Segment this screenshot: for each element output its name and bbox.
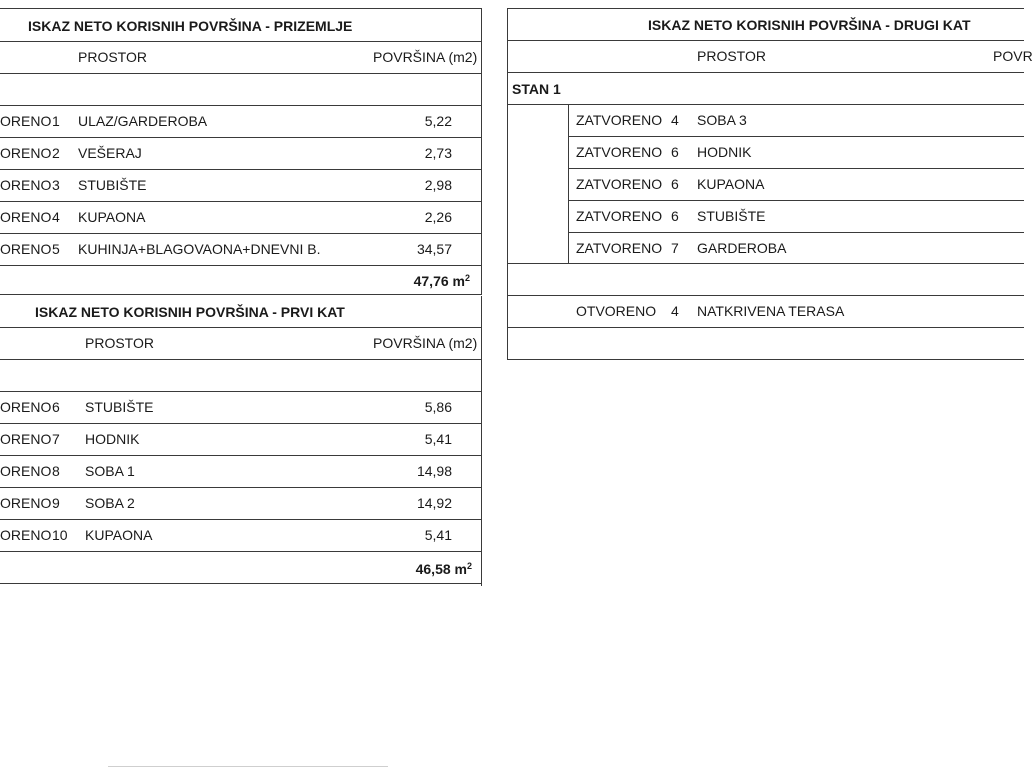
divider	[481, 296, 482, 586]
divider	[568, 232, 1024, 233]
row-area: 5,41	[424, 431, 452, 447]
row-number: 10	[52, 527, 68, 543]
row-name: KUPAONA	[697, 176, 765, 192]
row-number: 6	[671, 208, 679, 224]
divider	[507, 263, 1024, 264]
divider	[0, 359, 482, 360]
divider	[507, 327, 1024, 328]
row-area: 14,98	[416, 463, 452, 479]
row-number: 6	[671, 176, 679, 192]
divider	[0, 391, 482, 392]
table-title: ISKAZ NETO KORISNIH POVRŠINA - PRVI KAT	[35, 304, 345, 320]
row-status: OTVORENO	[576, 303, 657, 319]
row-number: 3	[52, 177, 60, 193]
row-status: ORENO	[0, 177, 52, 193]
divider	[0, 137, 482, 138]
divider	[568, 104, 569, 264]
row-status: ORENO	[0, 495, 52, 511]
row-number: 7	[52, 431, 60, 447]
column-header-prostor: PROSTOR	[85, 335, 154, 351]
row-status: ZATVORENO	[576, 176, 663, 192]
row-number: 7	[671, 240, 679, 256]
divider	[0, 73, 482, 74]
column-header-povrsina: POVRŠINA (m2)	[373, 335, 478, 351]
divider	[507, 359, 1024, 360]
row-area: 2,26	[424, 209, 452, 225]
row-area: 2,73	[424, 145, 452, 161]
divider	[0, 455, 482, 456]
divider	[0, 8, 482, 9]
column-header-povrsina: POVRŠINA (m2)	[373, 49, 478, 65]
row-status: ORENO	[0, 209, 52, 225]
divider	[0, 551, 482, 552]
divider	[507, 8, 1024, 9]
row-status: ORENO	[0, 527, 52, 543]
row-status: ORENO	[0, 431, 52, 447]
row-number: 4	[671, 112, 679, 128]
row-name: ULAZ/GARDEROBA	[78, 113, 208, 129]
divider	[0, 423, 482, 424]
row-name: STUBIŠTE	[697, 208, 766, 224]
divider	[0, 294, 482, 295]
row-status: ORENO	[0, 463, 52, 479]
row-name: HODNIK	[697, 144, 752, 160]
divider	[0, 41, 482, 42]
divider	[0, 519, 482, 520]
group-label: STAN 1	[512, 81, 561, 97]
row-name: STUBIŠTE	[85, 399, 154, 415]
row-name: SOBA 2	[85, 495, 135, 511]
divider	[507, 8, 508, 360]
row-status: ZATVORENO	[576, 208, 663, 224]
row-number: 4	[52, 209, 60, 225]
row-number: 6	[671, 144, 679, 160]
row-number: 9	[52, 495, 60, 511]
row-name: STUBIŠTE	[78, 177, 147, 193]
row-status: ZATVORENO	[576, 240, 663, 256]
divider	[481, 8, 482, 294]
divider	[0, 201, 482, 202]
divider	[568, 168, 1024, 169]
row-name: GARDEROBA	[697, 240, 787, 256]
divider	[0, 169, 482, 170]
row-status: ORENO	[0, 145, 52, 161]
row-area: 5,41	[424, 527, 452, 543]
row-number: 8	[52, 463, 60, 479]
row-name: SOBA 1	[85, 463, 135, 479]
divider	[507, 40, 1024, 41]
row-area: 14,92	[416, 495, 452, 511]
divider	[568, 136, 1024, 137]
column-header-prostor: PROSTOR	[697, 48, 766, 64]
row-area: 34,57	[416, 241, 452, 257]
row-area: 5,86	[424, 399, 452, 415]
total-area: 47,76 $m^2$	[413, 273, 470, 289]
row-status: ZATVORENO	[576, 144, 663, 160]
row-name: NATKRIVENA TERASA	[697, 303, 845, 319]
row-name: HODNIK	[85, 431, 140, 447]
row-name: VEŠERAJ	[78, 145, 142, 161]
total-area: 46,58 $m^2$	[415, 561, 472, 577]
row-area: 2,98	[424, 177, 452, 193]
column-header-povrsina: POVR	[993, 48, 1033, 64]
row-name: KUPAONA	[85, 527, 153, 543]
divider	[0, 327, 482, 328]
row-number: 6	[52, 399, 60, 415]
divider	[108, 766, 388, 767]
divider	[0, 265, 482, 266]
divider	[507, 72, 1024, 73]
row-area: 5,22	[424, 113, 452, 129]
divider	[507, 295, 1024, 296]
divider	[0, 105, 482, 106]
divider	[507, 104, 1024, 105]
divider	[568, 200, 1024, 201]
column-header-prostor: PROSTOR	[78, 49, 147, 65]
row-name: SOBA 3	[697, 112, 747, 128]
row-number: 5	[52, 241, 60, 257]
row-number: 4	[671, 303, 679, 319]
divider	[0, 487, 482, 488]
row-number: 2	[52, 145, 60, 161]
row-status: ORENO	[0, 113, 52, 129]
row-name: KUPAONA	[78, 209, 146, 225]
row-name: KUHINJA+BLAGOVAONA+DNEVNI B.	[78, 241, 321, 257]
row-number: 1	[52, 113, 60, 129]
row-status: ORENO	[0, 241, 52, 257]
row-status: ZATVORENO	[576, 112, 663, 128]
divider	[0, 233, 482, 234]
table-title: ISKAZ NETO KORISNIH POVRŠINA - DRUGI KAT	[648, 17, 971, 33]
table-title: ISKAZ NETO KORISNIH POVRŠINA - PRIZEMLJE	[28, 18, 353, 34]
divider	[0, 583, 482, 584]
row-status: ORENO	[0, 399, 52, 415]
